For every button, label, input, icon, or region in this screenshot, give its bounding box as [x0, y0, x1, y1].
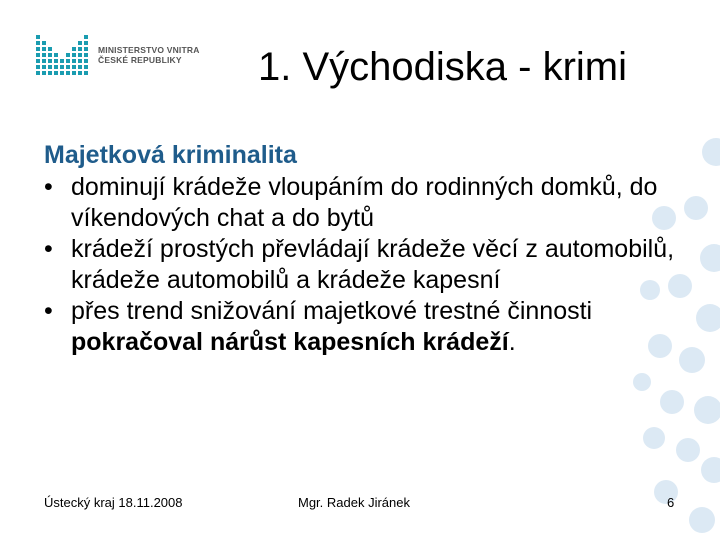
ministry-logo-mark-icon — [36, 33, 92, 81]
bullet-text: přes trend snižování majetkové trestné činnosti — [71, 297, 593, 325]
footer-date: Ústecký kraj 18.11.2008 — [44, 495, 183, 510]
bullet-marker: • — [44, 297, 53, 325]
bullet-text: krádeží prostých převládají krádeže věcí z automobilů, krádeže automobilů a krádeže kapesní — [71, 235, 675, 294]
slide-title: 1. Východiska - krimi — [258, 45, 627, 89]
footer-author: Mgr. Radek Jiránek — [298, 495, 410, 510]
ministry-logo — [36, 33, 206, 83]
bullet-text-bold: pokračoval nárůst kapesních krádeží — [71, 328, 509, 356]
ministry-logo-line1: MINISTERSTVO VNITRA — [98, 45, 200, 55]
slide-content — [44, 138, 684, 358]
bullet-text: dominují krádeže vloupáním do rodinných domků, do víkendových chat a do bytů — [71, 173, 658, 232]
page-number: 6 — [667, 495, 675, 510]
section-heading: Majetková kriminalita — [44, 141, 297, 169]
bullet-marker: • — [44, 235, 53, 263]
bullet-item — [44, 234, 684, 296]
bullet-list — [44, 172, 684, 358]
bullet-text-end: . — [508, 328, 516, 356]
ministry-logo-line2: ČESKÉ REPUBLIKY — [98, 55, 182, 65]
bullet-item — [44, 296, 684, 358]
ministry-logo-text — [98, 45, 200, 65]
bullet-item — [44, 172, 684, 234]
bullet-marker: • — [44, 173, 53, 201]
